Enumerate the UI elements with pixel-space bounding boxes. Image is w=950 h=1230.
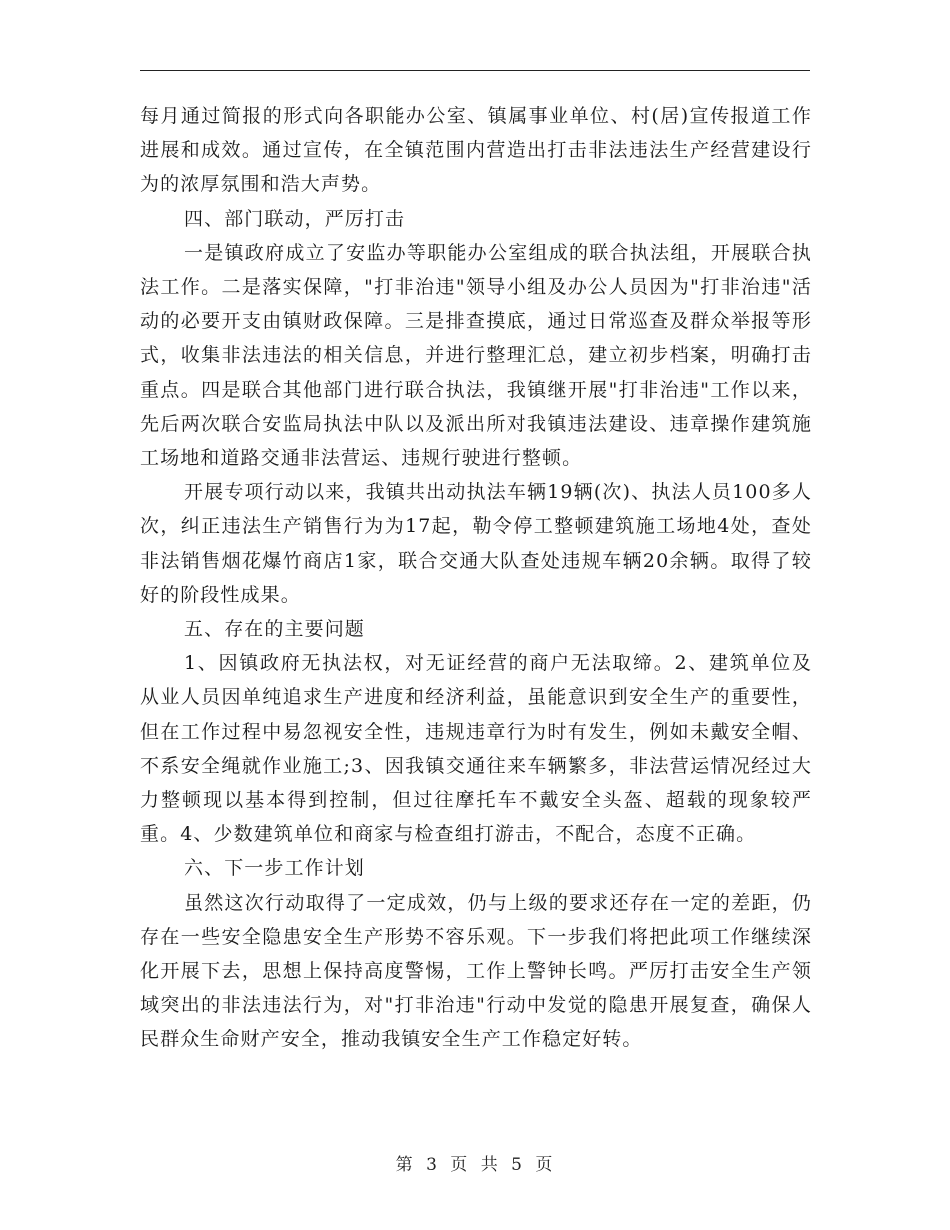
footer-total-pages: 5 <box>511 1155 524 1175</box>
document-body <box>140 99 812 1057</box>
paragraph-joint-enforcement: 一是镇政府成立了安监办等职能办公室组成的联合执法组，开展联合执法工作。二是落实保障，"打非治违"领导小组及办公人员因为"打非治违"活动的必要开支由镇财政保障。三是排查摸底，通过日常巡查及群众举报等形式，收集非法违法的相关信息，并进行整理汇总，建立初步档案，明确打击重点。四是联合其他部门进行联合执法，我镇继开展"打非治违"工作以来，先后两次联合安监局执法中队以及派出所对我镇违法建设、违章操作建筑施工场地和道路交通非法营运、违规行驶进行整顿。 <box>140 241 812 470</box>
section-heading-4: 四、部门联动，严厉打击 <box>184 207 406 230</box>
paragraph-next-steps: 虽然这次行动取得了一定成效，仍与上级的要求还存在一定的差距，仍存在一些安全隐患安全生产形势不容乐观。下一步我们将把此项工作继续深化开展下去，思想上保持高度警惕，工作上警钟长鸣。严厉打击安全生产领域突出的非法违法行为，对"打非治违"行动中发觉的隐患开展复查，确保人民群众生命财产安全，推动我镇安全生产工作稳定好转。 <box>140 891 812 1051</box>
page-footer <box>0 1150 950 1175</box>
footer-current-page: 3 <box>426 1155 439 1175</box>
paragraph-continued: 每月通过简报的形式向各职能办公室、镇属事业单位、村(居)宣传报道工作进展和成效。通过宣传，在全镇范围内营造出打击非法违法生产经营建设行为的浓厚氛围和浩大声势。 <box>140 105 812 196</box>
section-heading-6: 六、下一步工作计划 <box>184 857 365 880</box>
footer-prefix: 第 <box>395 1155 415 1175</box>
footer-total-word: 共 <box>480 1155 500 1175</box>
paragraph-results: 开展专项行动以来，我镇共出动执法车辆19辆(次)、执法人员100多人次，纠正违法生产销售行为为17起，勒令停工整顿建筑施工场地4处，查处非法销售烟花爆竹商店1家，联合交通大队查处违规车辆20余辆。取得了较好的阶段性成果。 <box>140 481 812 606</box>
footer-page-word: 页 <box>450 1155 470 1175</box>
section-heading-5: 五、存在的主要问题 <box>184 618 365 641</box>
footer-suffix: 页 <box>535 1155 555 1175</box>
header-rule <box>140 70 810 71</box>
paragraph-problems: 1、因镇政府无执法权，对无证经营的商户无法取缔。2、建筑单位及从业人员因单纯追求生产进度和经济利益，虽能意识到安全生产的重要性，但在工作过程中易忽视安全性，违规违章行为时有发生，例如未戴安全帽、不系安全绳就作业施工;3、因我镇交通往来车辆繁多，非法营运情况经过大力整顿现以基本得到控制，但过往摩托车不戴安全头盔、超载的现象较严重。4、少数建筑单位和商家与检查组打游击，不配合，态度不正确。 <box>140 652 812 846</box>
